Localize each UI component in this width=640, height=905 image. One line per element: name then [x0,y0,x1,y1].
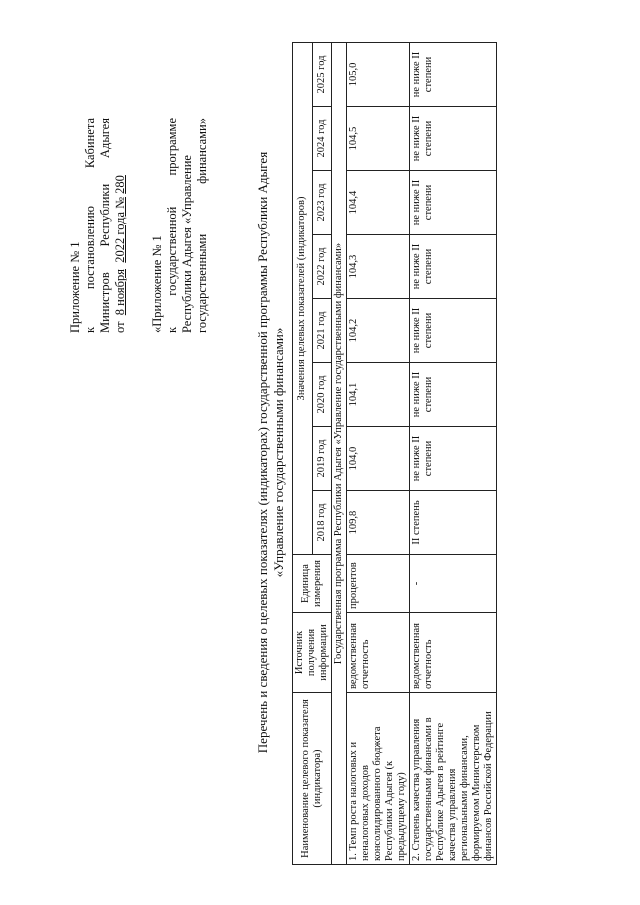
indicator-unit: процентов [347,555,410,613]
indicator-value: 104,2 [347,299,410,363]
annex-from: от [113,321,127,333]
annex-original-line-3-left: государственными [195,233,209,333]
annex-number: 280 [113,175,127,194]
annex-year: 2022 года № [113,196,127,263]
program-name: Государственная программа Республики Адыгея «Управление государственными финансами» [332,42,347,864]
header-source: Источник получения информации [293,613,332,693]
document-title-line-2: «Управление государственными финансами» [271,327,286,578]
indicator-value: II степень [410,491,497,555]
indicator-value: не ниже II степени [410,171,497,235]
indicator-value: 104,5 [347,107,410,171]
annex-line-2-c: Адыгея [98,118,112,159]
indicator-source: ведомственная отчетность [347,613,410,693]
annex-line-1-left: к [83,326,97,333]
header-year: 2023 год [312,171,332,235]
annex-original-header [150,118,210,333]
indicator-value: 104,3 [347,235,410,299]
indicator-value: 104,0 [347,427,410,491]
annex-line-1 [83,118,98,333]
indicator-source: ведомственная отчетность [410,613,497,693]
annex-title: Приложение № 1 [68,241,82,333]
annex-line-2-a: Министров [98,272,112,333]
annex-original-line-3-right: финансами» [195,118,209,184]
annex-original-line-1 [165,118,180,333]
header-unit: Единица измерения [293,555,332,613]
annex-original-line-1-right: программе [165,118,179,176]
indicator-value: не ниже II степени [410,363,497,427]
indicator-value: не ниже II степени [410,42,497,106]
header-values: Значения целевых показателей (индикаторов) [293,42,313,554]
header-year: 2024 год [312,107,332,171]
indicator-unit: - [410,555,497,613]
document-title [255,0,287,905]
indicator-value: 105,0 [347,42,410,106]
indicator-value: не ниже II степени [410,107,497,171]
header-indicator-name: Наименование целевого показателя (индикатора) [293,693,332,865]
annex-line-3 [113,118,128,333]
indicator-value: не ниже II степени [410,299,497,363]
program-row [332,42,347,864]
indicator-value: не ниже II степени [410,427,497,491]
indicator-value: 104,4 [347,171,410,235]
annex-header [68,118,128,333]
annex-line-1-mid: постановлению [83,205,97,290]
annex-line-1-right: Кабинета [83,118,97,169]
annex-line-2-b: Республики [98,183,112,247]
header-year: 2019 год [312,427,332,491]
annex-original-title: «Приложение № 1 [150,235,164,333]
table-row [347,42,410,864]
header-year: 2025 год [312,42,332,106]
indicator-value: 109,8 [347,491,410,555]
indicators-table [292,42,497,865]
annex-date: 8 ноября [113,269,127,316]
annex-original-line-2: Республики Адыгея «Управление [180,155,194,333]
header-year: 2018 год [312,491,332,555]
header-year: 2020 год [312,363,332,427]
indicator-value: не ниже II степени [410,235,497,299]
table-row [410,42,497,864]
indicator-value: 104,1 [347,363,410,427]
header-year: 2022 год [312,235,332,299]
document-title-line-1: Перечень и сведения о целевых показателях (индикаторах) государственной программы Республики Адыгея [255,151,270,754]
annex-original-line-1-left: к [165,326,179,333]
indicator-name: 1. Темп роста налоговых и неналоговых доходов консолидированного бюджета Республики Адыгея (к предыдущему году) [347,693,410,865]
header-year: 2021 год [312,299,332,363]
table-header-row [293,42,313,864]
indicator-name: 2. Степень качества управления государственными финансами в Республике Адыгея в рейтинге качества управления региональными финансами, формируемом Министерством финансов Российской Федерации [410,693,497,865]
annex-original-line-1-mid: государственной [165,206,179,296]
annex-original-line-3 [195,118,210,333]
annex-line-2 [98,118,113,333]
